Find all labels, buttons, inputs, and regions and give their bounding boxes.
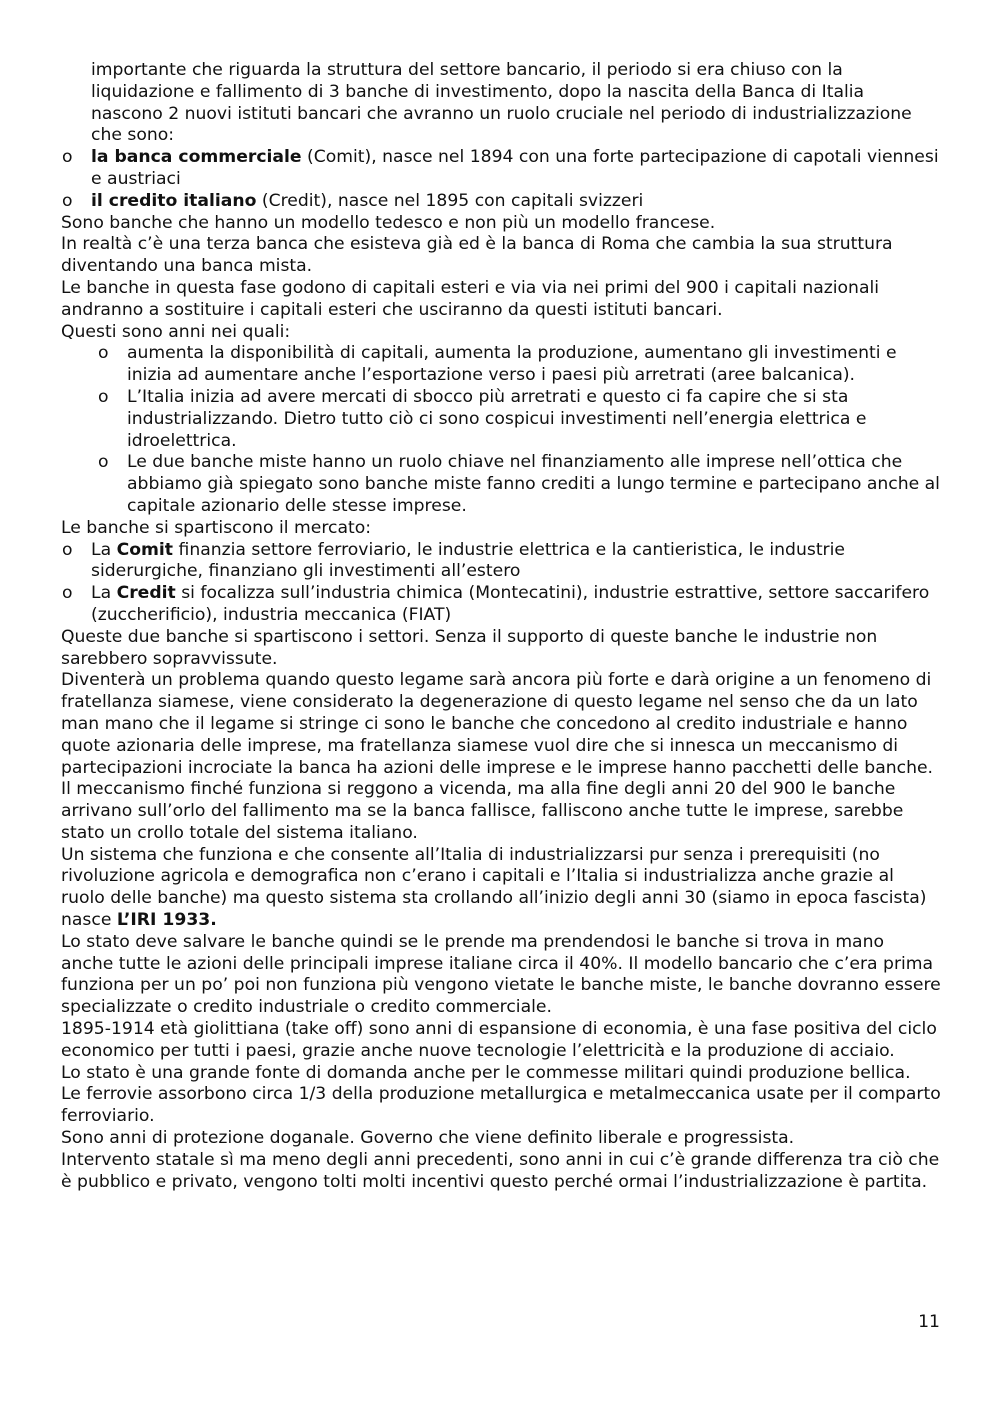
paragraph: Lo stato deve salvare le banche quindi se le prende ma prendendosi le banche si trova in mano anche tutte le azioni delle principali imprese italiane circa il 40%. Il modello bancario che c’era prima funziona per un po’ poi non funziona più vengono vietate le banche miste, le banche dovranno essere specializzate o credito industriale o credito commerciale. xyxy=(61,931,941,1018)
bullet-marker: o xyxy=(62,147,73,168)
paragraph: Lo stato è una grande fonte di domanda anche per le commesse militari quindi produzione bellica. xyxy=(61,1062,911,1083)
paragraph xyxy=(61,845,941,932)
bullet-marker: o xyxy=(62,190,73,211)
bullet-marker: o xyxy=(62,583,73,604)
paragraph: Le ferrovie assorbono circa 1/3 della produzione metallurgica e metalmeccanica usate per il comparto ferroviario. xyxy=(61,1084,941,1127)
market-item-prefix: La xyxy=(91,583,117,604)
list-item xyxy=(61,387,941,452)
bank-item-comit xyxy=(61,147,941,191)
paragraph: 1895-1914 età giolittiana (take off) sono anni di espansione di economia, è una fase positiva del ciclo economico per tutti i paesi, grazie anche nuove tecnologie l’elettricità e la produzione di acciaio. xyxy=(61,1019,937,1061)
paragraph: Sono anni di protezione doganale. Governo che viene definito liberale e progressista. xyxy=(61,1128,795,1149)
list-item xyxy=(61,343,941,387)
paragraph: Le banche in questa fase godono di capitali esteri e via via nei primi del 900 i capitali nazionali andranno a sostituire i capitali esteri che usciranno da questi istituti bancari. xyxy=(61,277,880,320)
bank-description: (Credit), nasce nel 1895 con capitali svizzeri xyxy=(256,190,644,211)
bank-name: Credit xyxy=(116,583,176,604)
market-item-text: si focalizza sull’industria chimica (Montecatini), industrie estrattive, settore saccarifero (zuccherificio), industria meccanica (FIAT) xyxy=(91,583,930,625)
bank-item-credit xyxy=(61,191,941,213)
bank-name: la banca commerciale xyxy=(91,147,302,168)
market-item-comit xyxy=(61,540,941,584)
bank-name: Comit xyxy=(116,539,174,560)
market-item-prefix: La xyxy=(91,539,117,560)
paragraph: Questi sono anni nei quali: xyxy=(61,321,291,342)
document-body xyxy=(61,60,941,1193)
list-item xyxy=(61,452,941,517)
market-item-text: finanzia settore ferroviario, le industrie elettrica e la cantieristica, le industrie siderurgiche, finanziano gli investimenti all’estero xyxy=(91,539,845,582)
paragraph: Il meccanismo finché funziona si reggono a vicenda, ma alla fine degli anni 20 del 900 le banche arrivano sull’orlo del fallimento ma se la banca fallisce, falliscono anche tutte le imprese, sarebbe stato un crollo totale del sistema italiano. xyxy=(61,779,904,843)
page-number: 11 xyxy=(918,1312,940,1332)
intro-paragraph: importante che riguarda la struttura del settore bancario, il periodo si era chiuso con la liquidazione e fallimento di 3 banche di investimento, dopo la nascita della Banca di Italia nascono 2 nuovi istituti bancari che avranno un ruolo cruciale nel periodo di industrializzazione che sono: xyxy=(91,60,912,146)
bank-name: il credito italiano xyxy=(91,190,257,211)
bullet-marker: o xyxy=(98,452,109,473)
bullet-marker: o xyxy=(98,343,109,364)
bullet-marker: o xyxy=(98,386,109,407)
list-item-text: aumenta la disponibilità di capitali, aumenta la produzione, aumentano gli investimenti e inizia ad aumentare anche l’esportazione verso i paesi più arretrati (aree balcanica). xyxy=(127,343,897,386)
list-item-text: L’Italia inizia ad avere mercati di sbocco più arretrati e questo ci fa capire che si sta industrializzando. Dietro tutto ciò ci sono cospicui investimenti nell’energia elettrica e idroelettrica. xyxy=(127,386,867,451)
paragraph: Queste due banche si spartiscono i settori. Senza il supporto di queste banche le industrie non sarebbero sopravvissute. xyxy=(61,626,878,669)
iri-highlight: L’IRI 1933. xyxy=(116,910,217,931)
paragraph: In realtà c’è una terza banca che esisteva già ed è la banca di Roma che cambia la sua struttura diventando una banca mista. xyxy=(61,234,893,277)
bank-description: (Comit), nasce nel 1894 con una forte partecipazione di capotali viennesi e austriaci xyxy=(91,147,939,189)
paragraph: Intervento statale sì ma meno degli anni precedenti, sono anni in cui c’è grande differenza tra ciò che è pubblico e privato, vengono tolti molti incentivi questo perché ormai l’industrializzazione è partita. xyxy=(61,1149,940,1192)
paragraph: Diventerà un problema quando questo legame sarà ancora più forte e darà origine a un fenomeno di fratellanza siamese, viene considerato la degenerazione di questo legame nel senso che da un lato man mano che il legame si stringe ci sono le banche che concedono al credito industriale e hanno quote azionaria delle imprese, ma fratellanza siamese vuol dire che si innesca un meccanismo di partecipazioni incrociate la banca ha azioni delle imprese e le imprese hanno pacchetti delle banche. xyxy=(61,670,934,778)
market-item-credit xyxy=(61,583,941,627)
paragraph: Sono banche che hanno un modello tedesco e non più un modello francese. xyxy=(61,212,716,233)
paragraph-text: Un sistema che funziona e che consente all’Italia di industrializzarsi pur senza i prerequisiti (no rivoluzione agricola e demografica non c’erano i capitali e l’Italia si industrializza anche grazie al ruolo delle banche) ma questo sistema sta crollando all’inizio degli anni 30 (siamo in epoca fascista) nasce xyxy=(61,844,927,931)
bullet-marker: o xyxy=(62,539,73,560)
list-item-text: Le due banche miste hanno un ruolo chiave nel finanziamento alle imprese nell’ottica che abbiamo già spiegato sono banche miste fanno crediti a lungo termine e partecipano anche al capitale azionario delle stesse imprese. xyxy=(127,452,940,516)
paragraph: Le banche si spartiscono il mercato: xyxy=(61,517,372,538)
